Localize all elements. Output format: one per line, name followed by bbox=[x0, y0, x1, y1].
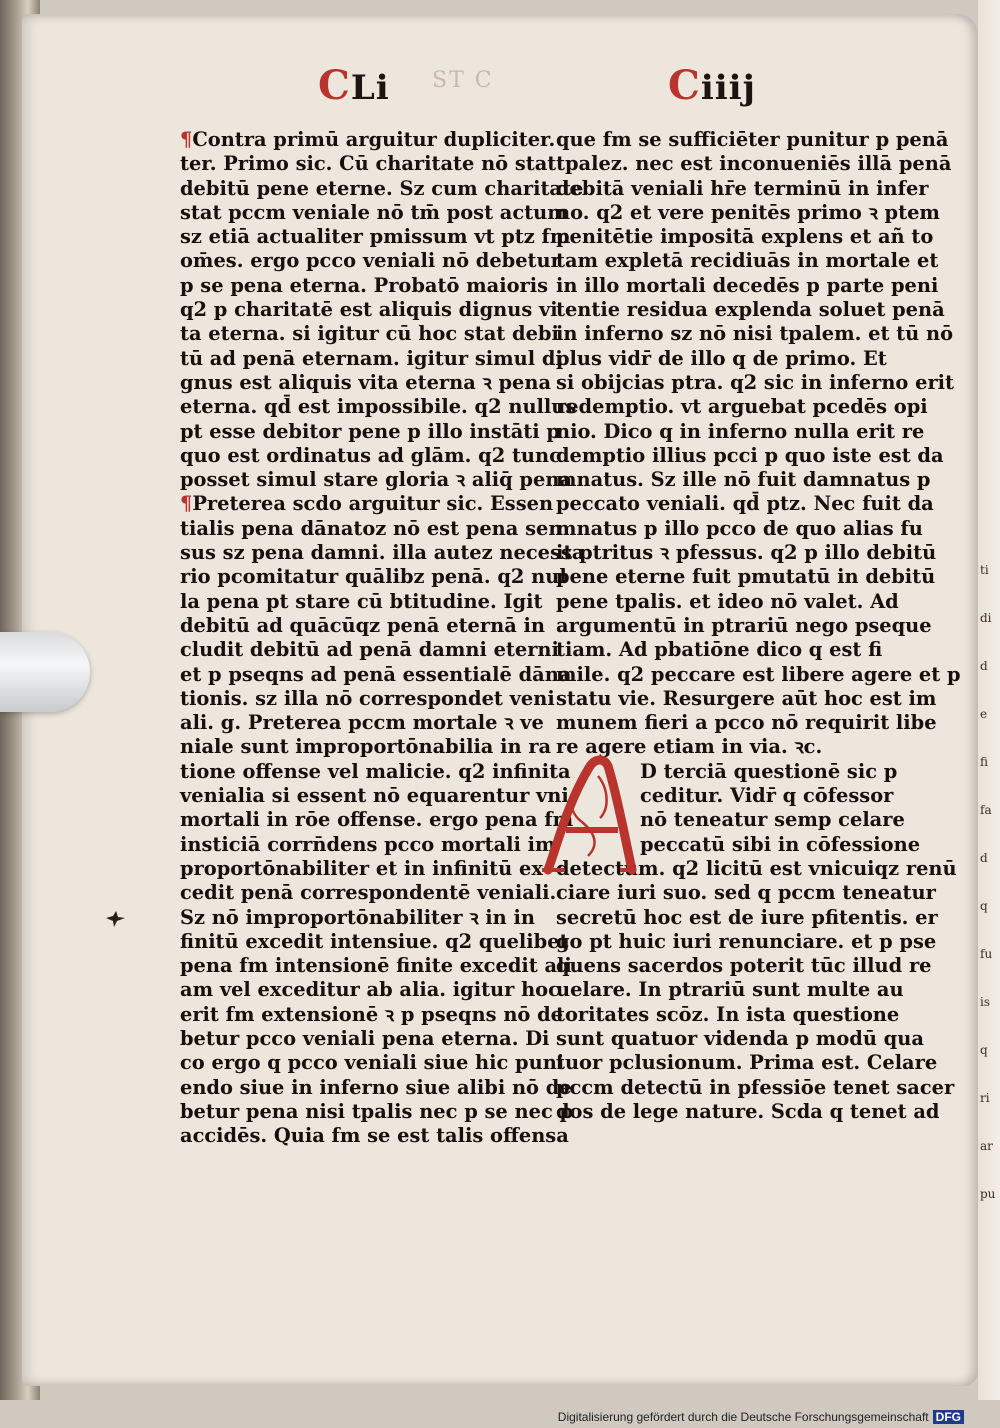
text-line: redemptio. vt arguebat pcedēs opi bbox=[556, 395, 928, 419]
page-clip bbox=[0, 632, 90, 712]
folio-right bbox=[668, 62, 756, 109]
text-line: accidēs. Quia fm se est talis offensa bbox=[180, 1124, 569, 1148]
folio-number: iiij bbox=[700, 68, 756, 108]
bleed-fragment: ri bbox=[980, 1091, 990, 1105]
text-line: D terciā questionē sic p bbox=[640, 759, 898, 783]
paragraph-mark: ¶ bbox=[180, 492, 193, 516]
text-line: in illo mortali decedēs p parte peni bbox=[556, 273, 939, 297]
text-line: eterna. qd̄ est impossibile. q2 nullus bbox=[180, 395, 577, 419]
text-line: quens sacerdos poterit tūc illud re bbox=[556, 954, 932, 978]
text-line: tentie residua explenda soluet penā bbox=[556, 298, 945, 322]
text-line: uelare. In ptrariū sunt multe au bbox=[556, 978, 904, 1002]
text-line: mnatus. Sz ille nō fuit damnatus p bbox=[556, 468, 931, 492]
text-line: la pena pt stare cū btitudine. Igit bbox=[180, 589, 543, 613]
text-line: cedit penā correspondentē veniali. bbox=[180, 881, 557, 905]
bleed-fragment: di bbox=[980, 611, 992, 625]
text-line: nō teneatur semp celare bbox=[640, 808, 905, 832]
text-line: munem fieri a pcco nō requirit libe bbox=[556, 711, 937, 735]
bleed-fragment: fi bbox=[980, 755, 989, 769]
bleed-fragment: d bbox=[980, 659, 988, 673]
text-line: quo est ordinatus ad glām. q2 tunc bbox=[180, 443, 561, 467]
dfg-badge: DFG bbox=[933, 1410, 964, 1424]
text-line: Sz nō improportōnabiliter ꝛ in in bbox=[180, 905, 535, 929]
text-line: ta eterna. si igitur cū hoc stat debi bbox=[180, 322, 559, 346]
text-line: q2 p charitatē est aliquis dignus vi bbox=[180, 298, 558, 322]
text-line: tialis pena dānatoz nō est pena sen bbox=[180, 516, 563, 540]
text-line: debitū ad quācūqz penā eternā in bbox=[180, 613, 545, 637]
text-line: ter. Primo sic. Cū charitate nō stat bbox=[180, 152, 557, 176]
text-line: ceditur. Vidr̄ q cōfessor bbox=[640, 784, 894, 808]
text-line: si obijcias ptra. q2 sic in inferno erit bbox=[556, 370, 954, 394]
text-line: demptio illius pcci p quo iste est da bbox=[556, 443, 944, 467]
text-line: tione offense vel malicie. q2 infinita bbox=[180, 759, 571, 783]
text-line: toritates scōz. In ista questione bbox=[556, 1002, 900, 1026]
text-line: tam expletā recidiuās in mortale et bbox=[556, 249, 939, 273]
text-line: cludit debitū ad penā damni eterni bbox=[180, 638, 559, 662]
text-line: debitā veniali hr̄e terminū in infer bbox=[556, 176, 929, 200]
text-line: mortali in rōe offense. ergo pena fm bbox=[180, 808, 574, 832]
text-line: debitū pene eterne. Sz cum charitate bbox=[180, 176, 584, 200]
text-line: ciare iuri suo. sed q pccm teneatur bbox=[556, 881, 936, 905]
footer bbox=[558, 1410, 964, 1424]
rubric-initial: C bbox=[318, 62, 351, 109]
bleed-fragment: d bbox=[980, 851, 988, 865]
text-line: detectum. q2 licitū est vnicuiqz renū bbox=[556, 856, 957, 880]
text-line: ¶Contra primū arguitur dupliciter. bbox=[180, 128, 556, 151]
text-line: it ptritus ꝛ pfessus. q2 p illo debitū bbox=[556, 541, 937, 565]
bleed-fragment: e bbox=[980, 707, 988, 721]
bleed-fragment: q bbox=[980, 899, 988, 913]
decorated-initial-a bbox=[538, 752, 638, 880]
text-line: sus sz pena damni. illa autez necessa bbox=[180, 541, 585, 565]
text-line: om̄es. ergo pcco veniali nō debetur bbox=[180, 249, 561, 273]
text-line: re agere etiam in via. ꝛc. bbox=[556, 735, 823, 759]
text-line: go pt huic iuri renunciare. et p pse bbox=[556, 929, 937, 953]
text-line: p se pena eterna. Probatō maioris bbox=[180, 273, 549, 297]
text-line: no. q2 et vere penitēs primo ꝛ ptem bbox=[556, 200, 940, 224]
text-line: in inferno sz nō nisi tpalem. et tū nō bbox=[556, 322, 953, 346]
text-line: rio pcomitatur quālibz penā. q2 nul bbox=[180, 565, 567, 589]
text-line: mnatus p illo pcco de quo alias fu bbox=[556, 516, 923, 540]
text-line: pt esse debitor pene p illo instāti p bbox=[180, 419, 560, 443]
facing-page-bleed bbox=[980, 560, 998, 1280]
text-line: pena fm intensionē finite excedit ali bbox=[180, 954, 572, 978]
bleed-fragment: ti bbox=[980, 563, 989, 577]
text-line: penitētie impositā explens et añ to bbox=[556, 225, 934, 249]
text-line: am vel exceditur ab alia. igitur hoc bbox=[180, 978, 560, 1002]
text-line: argumentū in ptrariū nego pseque bbox=[556, 613, 932, 637]
folio-left-text: Li bbox=[350, 68, 390, 108]
text-line: betur pcco veniali pena eterna. Di bbox=[180, 1026, 550, 1050]
text-line: finitū excedit intensiue. q2 quelibet bbox=[180, 929, 569, 953]
bleed-fragment: pu bbox=[980, 1187, 996, 1201]
folio-left bbox=[318, 62, 390, 109]
text-line: tū ad penā eternam. igitur simul di bbox=[180, 346, 563, 370]
text-line: insticiā corrn̄dens pcco mortali im bbox=[180, 832, 556, 856]
text-line: ¶Preterea scdo arguitur sic. Essen bbox=[180, 492, 554, 516]
text-line: endo siue in inferno siue alibi nō de bbox=[180, 1075, 572, 1099]
text-line: posset simul stare gloria ꝛ aliq̄ pena bbox=[180, 468, 572, 492]
text-line: erit fm extensionē ꝛ p pseqns nō de bbox=[180, 1002, 563, 1026]
text-line: tionis. sz illa nō correspondet veni bbox=[180, 686, 555, 710]
bleed-fragment: is bbox=[980, 995, 990, 1009]
text-line: et p pseqns ad penā essentialē dāna bbox=[180, 662, 572, 686]
rubric-initial: C bbox=[668, 62, 701, 109]
text-line: pene eterne fuit pmutatū in debitū bbox=[556, 565, 936, 589]
text-line: sunt quatuor videnda p modū qua bbox=[556, 1026, 924, 1050]
text-line: tuor pclusionum. Prima est. Celare bbox=[556, 1051, 938, 1075]
text-line: betur pena nisi tpalis nec p se nec p bbox=[180, 1099, 574, 1123]
text-line: ali. g. Preterea pccm mortale ꝛ ve bbox=[180, 711, 544, 735]
text-line: que fm se sufficiēter punitur p penā bbox=[556, 128, 949, 151]
text-line: stat pccm veniale nō tm̄ post actum bbox=[180, 200, 568, 224]
text-line: tiam. Ad pbatiōne dico q est fi bbox=[556, 638, 883, 662]
text-line: pccm detectū in pfessiōe tenet sacer bbox=[556, 1075, 955, 1099]
bleed-fragment: ar bbox=[980, 1139, 993, 1153]
text-line: peccato veniali. qd̄ ptz. Nec fuit da bbox=[556, 492, 934, 516]
bleed-fragment: fa bbox=[980, 803, 992, 817]
text-line: sz etiā actualiter pmissum vt ptz fm bbox=[180, 225, 571, 249]
text-line: proportōnabiliter et in infinitū ex bbox=[180, 856, 543, 880]
text-line: statu vie. Resurgere aūt hoc est im bbox=[556, 686, 937, 710]
text-line: gnus est aliquis vita eterna ꝛ pena bbox=[180, 370, 552, 394]
show-through-header: ST C bbox=[432, 68, 494, 93]
bleed-fragment: q bbox=[980, 1043, 988, 1057]
text-line: plus vidr̄ de illo q de primo. Et bbox=[556, 346, 887, 370]
footer-text: Digitalisierung gefördert durch die Deutsche Forschungsgemeinschaft bbox=[557, 1410, 929, 1424]
text-line: dos de lege nature. Scda q tenet ad bbox=[556, 1099, 940, 1123]
text-column-left bbox=[180, 128, 585, 1148]
text-line: nio. Dico q in inferno nulla erit re bbox=[556, 419, 925, 443]
text-line: mile. q2 peccare est libere agere et p bbox=[556, 662, 961, 686]
text-line: venialia si essent nō equarentur vni bbox=[180, 784, 569, 808]
ink-blot bbox=[104, 910, 126, 928]
text-line: peccatū sibi in cōfessione bbox=[640, 832, 921, 856]
paragraph-mark: ¶ bbox=[180, 128, 193, 151]
bleed-fragment: fu bbox=[980, 947, 993, 961]
text-line: niale sunt improportōnabilia in ra bbox=[180, 735, 552, 759]
text-line: pene tpalis. et ideo nō valet. Ad bbox=[556, 589, 899, 613]
text-column-right bbox=[556, 128, 961, 1124]
text-line: tpalez. nec est inconueniēs illā penā bbox=[556, 152, 952, 176]
text-line: co ergo q pcco veniali siue hic puni bbox=[180, 1051, 565, 1075]
text-line: secretū hoc est de iure pfitentis. er bbox=[556, 905, 938, 929]
